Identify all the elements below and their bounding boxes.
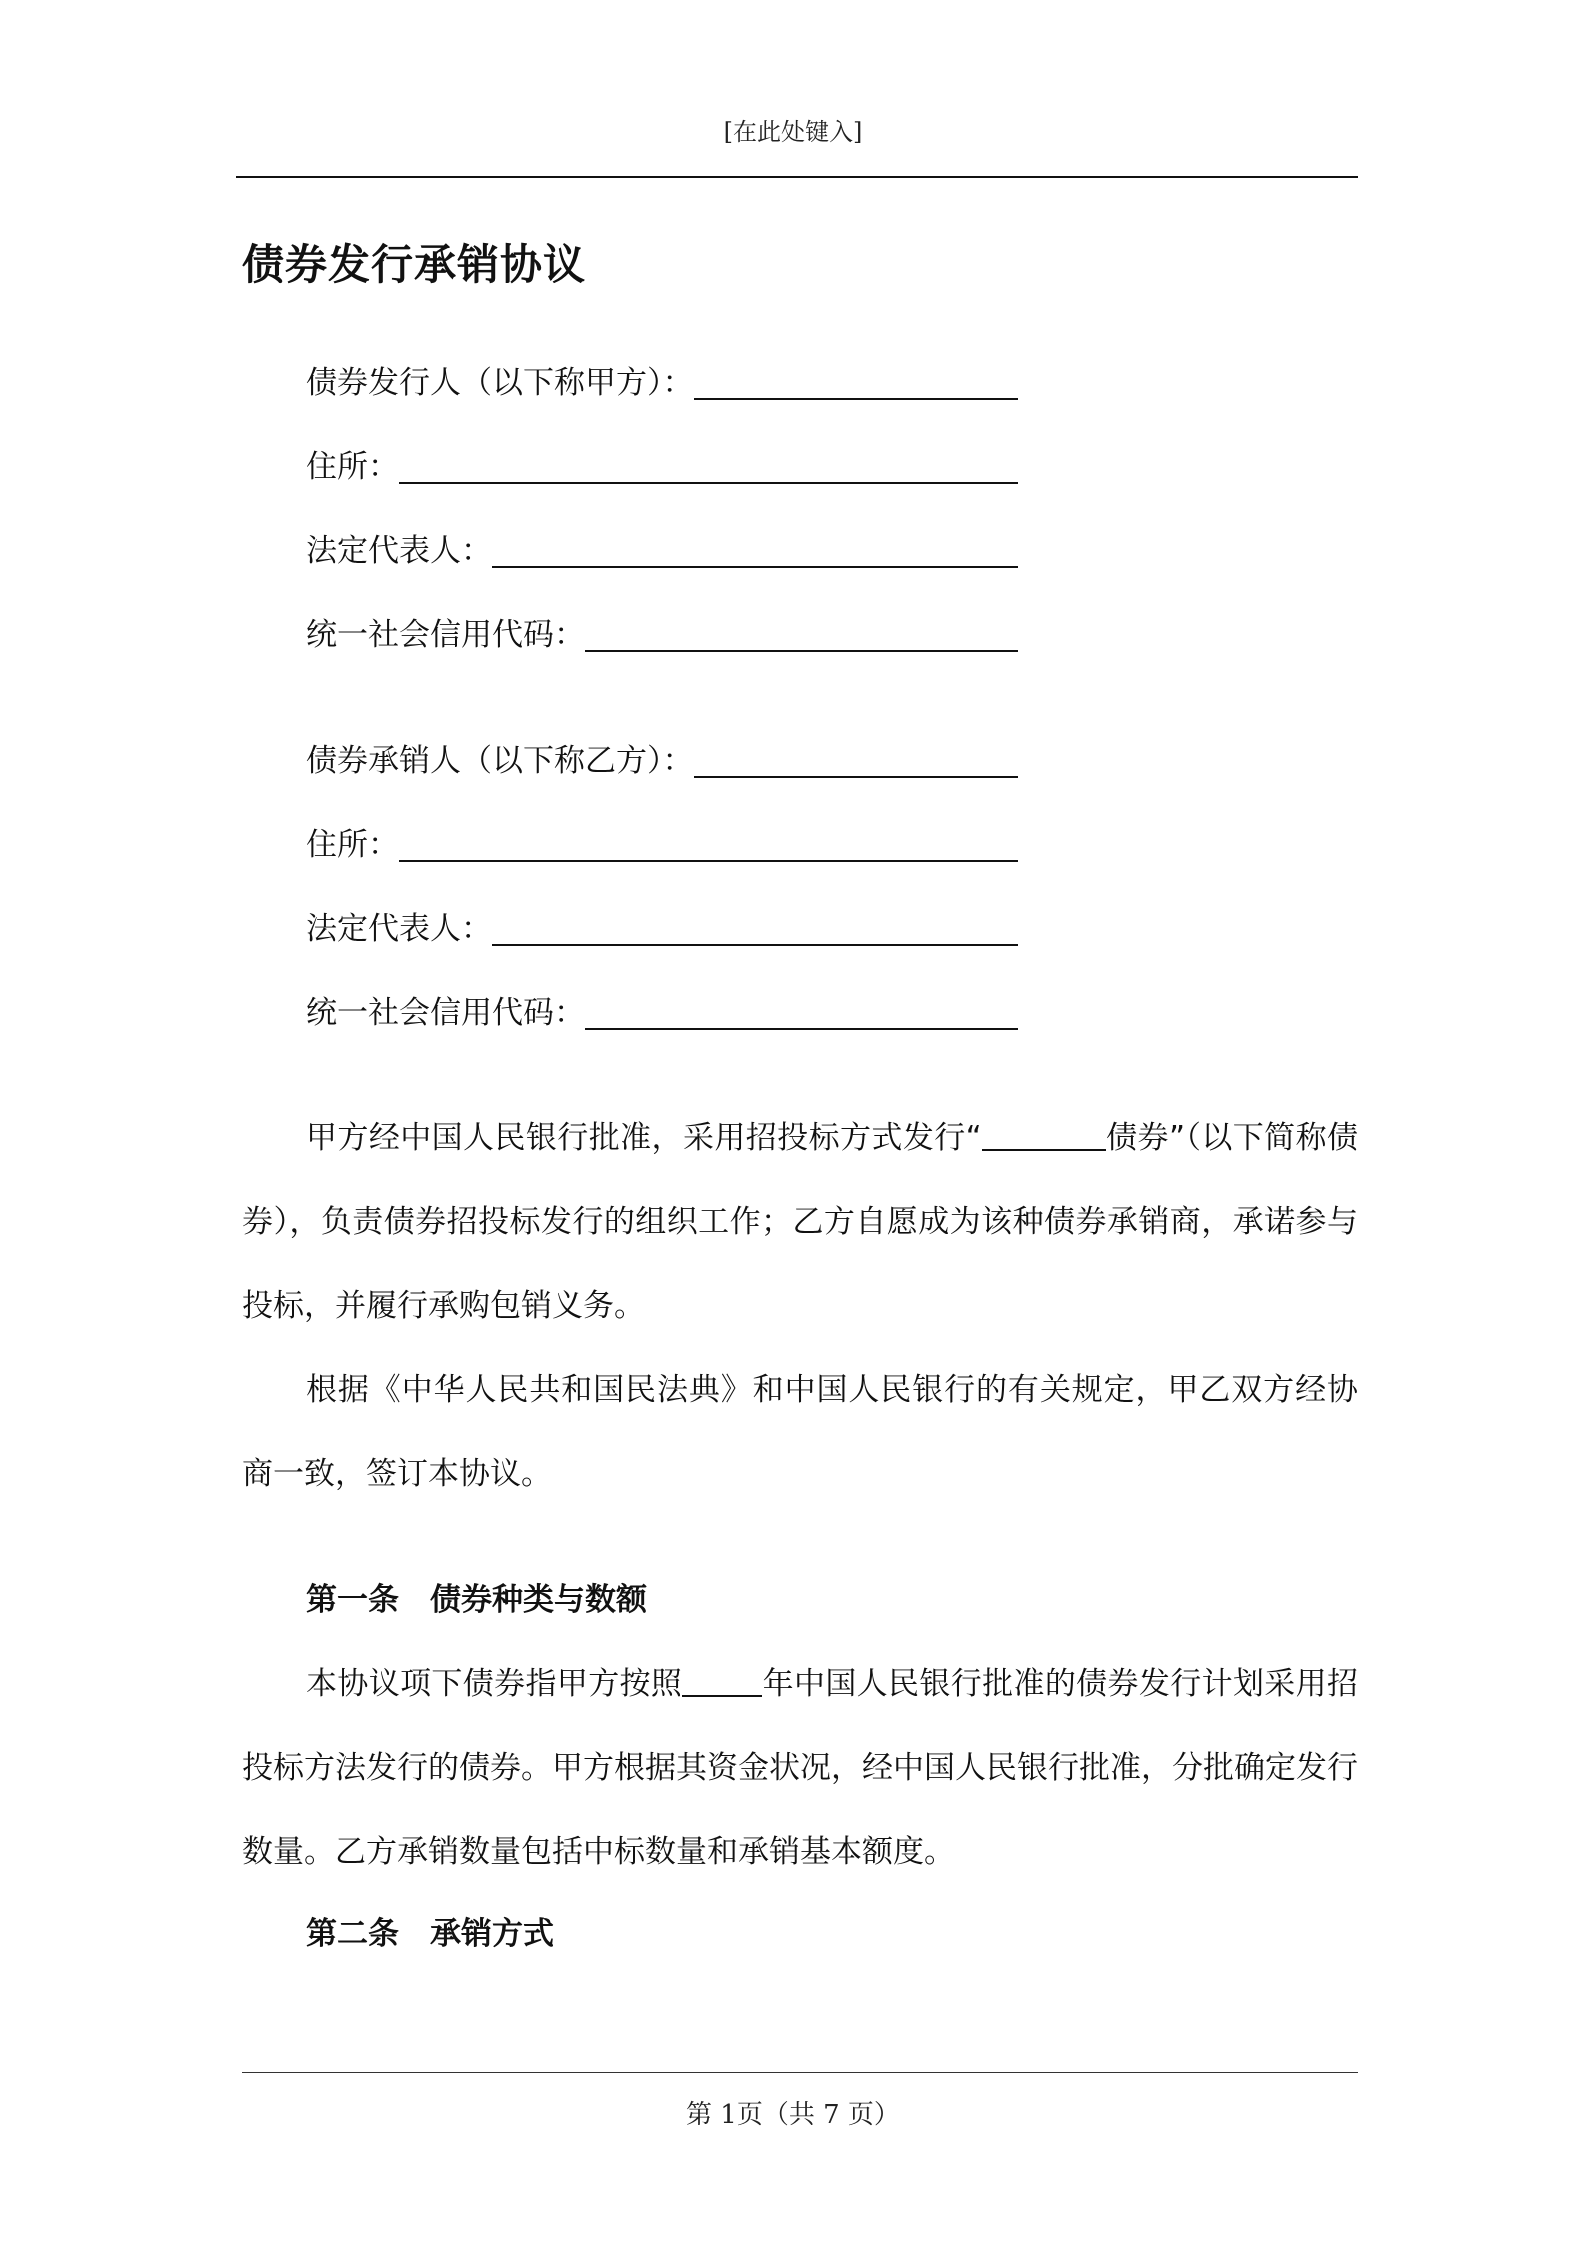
party-a-credit-code-label: 统一社会信用代码： <box>306 617 585 653</box>
party-a-address-field <box>306 428 1018 488</box>
footer-divider <box>242 2072 1358 2073</box>
intro-paragraph-1 <box>242 1096 1358 1348</box>
party-b-address-label: 住所： <box>306 827 399 863</box>
party-b-legal-rep-blank[interactable] <box>492 942 1018 946</box>
page-header: [在此处键入] <box>723 118 863 146</box>
party-a-credit-code-field <box>306 596 1018 656</box>
party-a-issuer-field <box>306 344 1018 404</box>
party-b-underwriter-blank[interactable] <box>694 774 1019 778</box>
party-b-credit-code-blank[interactable] <box>585 1026 1018 1030</box>
party-a-issuer-label: 债券发行人（以下称甲方）： <box>306 365 694 401</box>
party-b-credit-code-label: 统一社会信用代码： <box>306 995 585 1031</box>
party-b-credit-code-field <box>306 974 1018 1034</box>
party-b-underwriter-field <box>306 722 1018 782</box>
party-a-address-label: 住所： <box>306 449 399 485</box>
party-b-address-blank[interactable] <box>399 858 1018 862</box>
year-blank[interactable] <box>682 1665 762 1697</box>
intro-para1-end: 债券”（以下简称债券），负责债券招投标发行的组织工作；乙方自愿成为该种债券承销商，承诺参与投标，并履行承购包销义务。 <box>242 1120 1359 1324</box>
article-2-heading: 第二条 承销方式 <box>306 1916 554 1952</box>
party-b-legal-rep-label: 法定代表人： <box>306 911 492 947</box>
party-b-legal-rep-field <box>306 890 1018 950</box>
party-a-issuer-blank[interactable] <box>694 396 1019 400</box>
party-b-underwriter-label: 债券承销人（以下称乙方）： <box>306 743 694 779</box>
party-a-credit-code-blank[interactable] <box>585 648 1018 652</box>
intro-paragraph-2: 根据《中华人民共和国民法典》和中国人民银行的有关规定，甲乙双方经协商一致，签订本协议。 <box>242 1372 1358 1492</box>
party-a-legal-rep-field <box>306 512 1018 572</box>
article-1-heading: 第一条 债券种类与数额 <box>306 1582 647 1618</box>
intro-para1-start: 甲方经中国人民银行批准，采用招投标方式发行“ <box>306 1120 982 1156</box>
document-title: 债券发行承销协议 <box>242 240 587 289</box>
page-footer: 第 1页（共 7 页） <box>686 2100 900 2130</box>
party-a-legal-rep-blank[interactable] <box>492 564 1018 568</box>
party-a-legal-rep-label: 法定代表人： <box>306 533 492 569</box>
article1-text-start: 本协议项下债券指甲方按照 <box>306 1666 683 1702</box>
header-divider <box>236 176 1358 178</box>
article-1-paragraph <box>242 1642 1358 1894</box>
bond-name-blank[interactable] <box>982 1119 1106 1151</box>
article1-text-end: 年中国人民银行批准的债券发行计划采用招投标方法发行的债券。甲方根据其资金状况，经中国人民银行批准，分批确定发行数量。乙方承销数量包括中标数量和承销基本额度。 <box>242 1666 1359 1870</box>
party-b-address-field <box>306 806 1018 866</box>
party-a-address-blank[interactable] <box>399 480 1018 484</box>
